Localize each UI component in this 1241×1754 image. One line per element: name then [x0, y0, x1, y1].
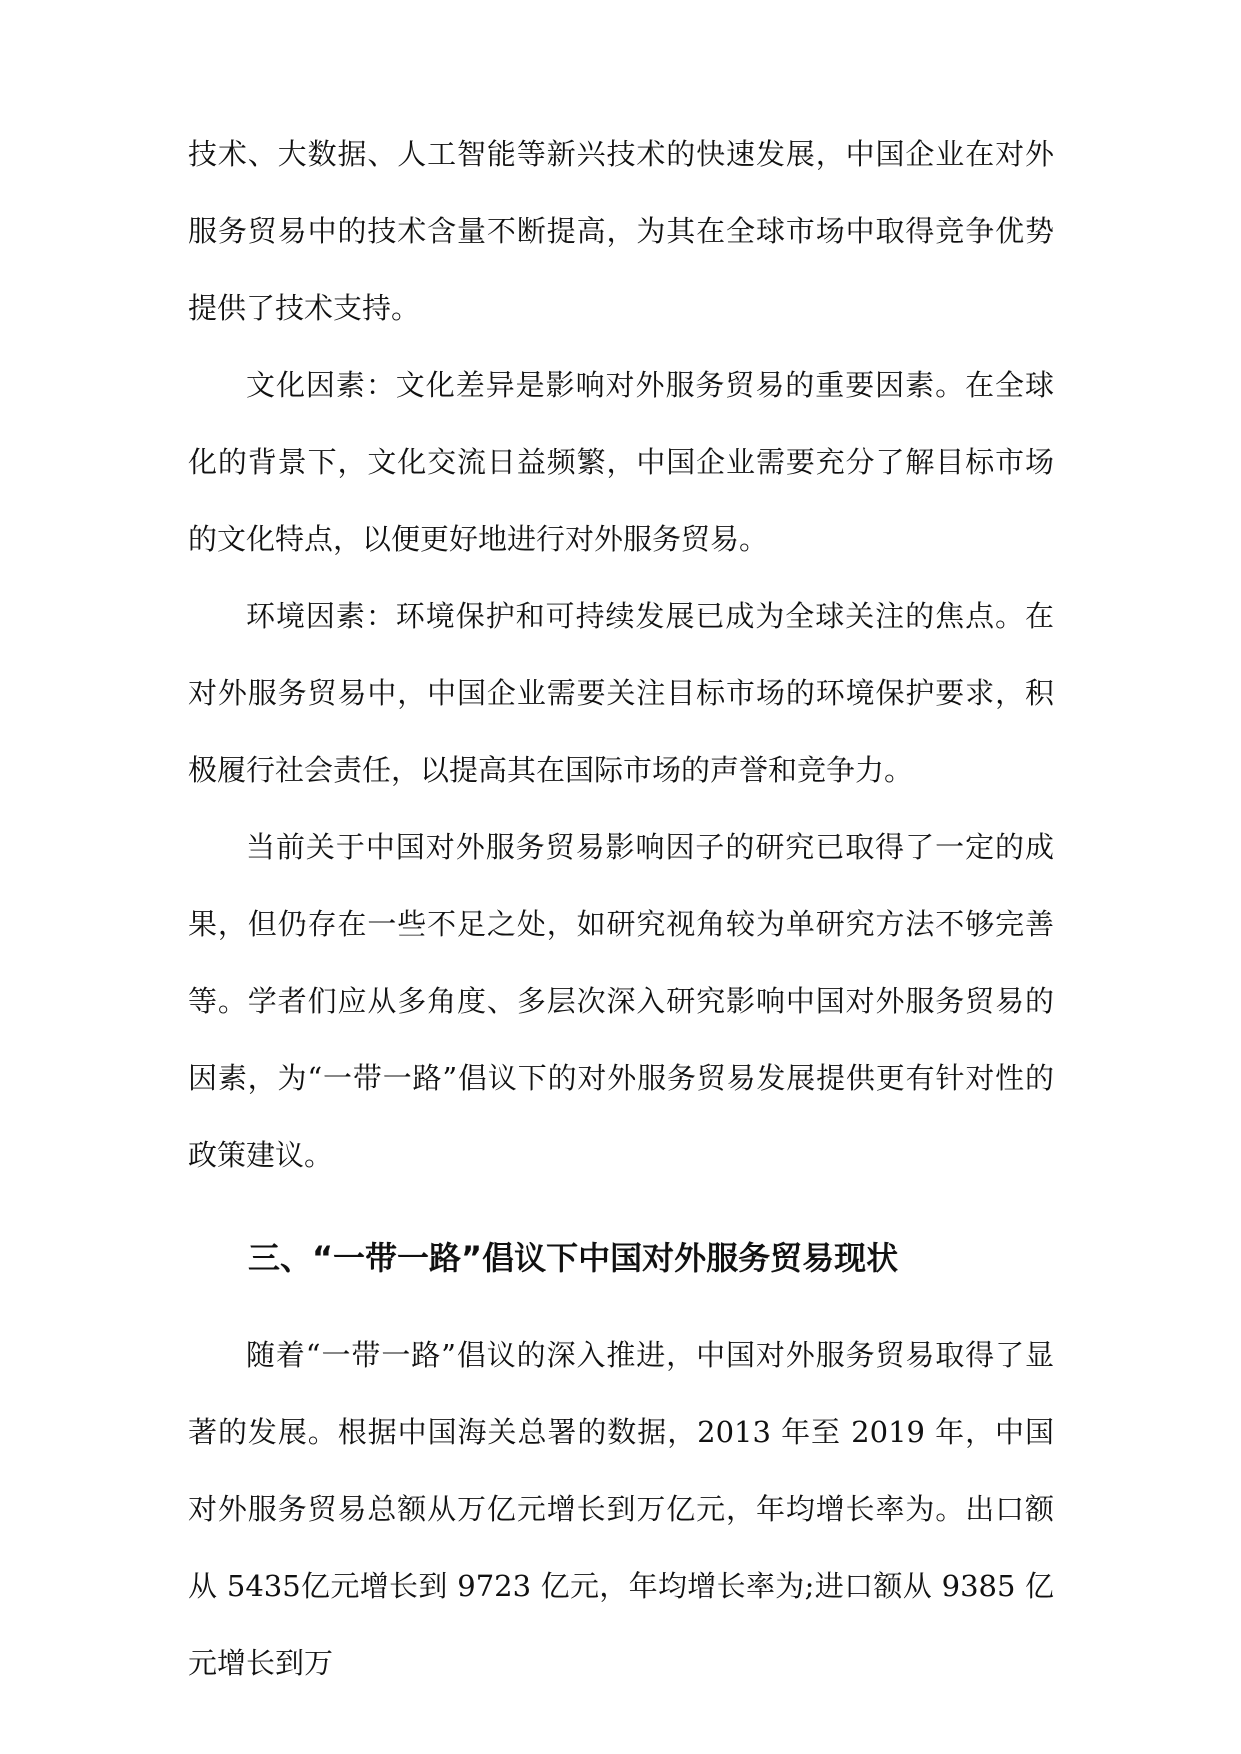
paragraph-research-summary: 当前关于中国对外服务贸易影响因子的研究已取得了一定的成果，但仍存在一些不足之处，如研究视角较为单研究方法不够完善等。学者们应从多角度、多层次深入研究影响中国对外服务贸易的因素，为“一带一路”倡议下的对外服务贸易发展提供更有针对性的政策建议。: [188, 830, 1054, 1172]
paragraph-trade-status: 随着“一带一路”倡议的深入推进，中国对外服务贸易取得了显著的发展。根据中国海关总署的数据，2013 年至 2019 年，中国对外服务贸易总额从万亿元增长到万亿元，年均增长率为。出口额从 5435亿元增长到 9723 亿元，年均增长率为;进口额从 9385 亿元增长到万: [188, 1338, 1054, 1680]
paragraph-environmental-factors: 环境因素：环境保护和可持续发展已成为全球关注的焦点。在对外服务贸易中，中国企业需要关注目标市场的环境保护要求，积极履行社会责任，以提高其在国际市场的声誉和竞争力。: [188, 599, 1054, 787]
body-text-block-1: [188, 116, 1054, 1194]
body-text-block-2: [188, 1317, 1054, 1702]
paragraph-technology-continued: 技术、大数据、人工智能等新兴技术的快速发展，中国企业在对外服务贸易中的技术含量不断提高，为其在全球市场中取得竞争优势提供了技术支持。: [188, 137, 1054, 325]
paragraph-cultural-factors: 文化因素：文化差异是影响对外服务贸易的重要因素。在全球化的背景下，文化交流日益频繁，中国企业需要充分了解目标市场的文化特点，以便更好地进行对外服务贸易。: [188, 368, 1054, 556]
section-heading: 三、“一带一路”倡议下中国对外服务贸易现状: [248, 1239, 899, 1277]
